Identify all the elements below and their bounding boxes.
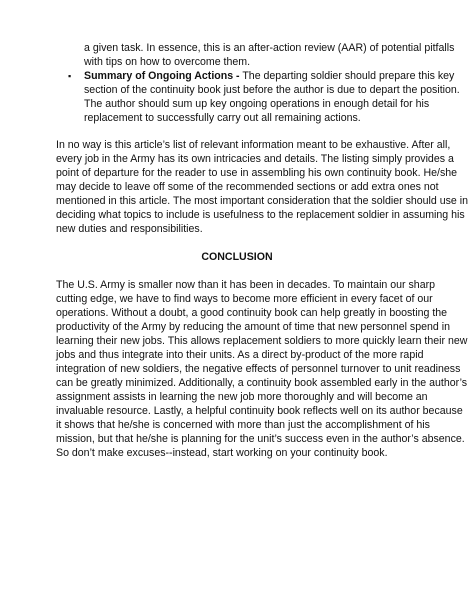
paragraph-line: invaluable resource. Lastly, a helpful continuity book reflects well on its author because <box>56 405 463 417</box>
paragraph-line: cutting edge, we have to find ways to become more efficient in every facet of our <box>56 293 433 305</box>
bullet-marker: ▪ <box>68 71 72 81</box>
paragraph-line: point of departure for the reader to use in assembling his own continuity book. He/she <box>56 167 458 179</box>
list-continuation-line: a given task. In essence, this is an after-action review (AAR) of potential pitfalls <box>84 42 455 54</box>
paragraph-line: learning their new jobs. This allows replacement soldiers to more quickly learn their new <box>56 335 468 347</box>
paragraph-line: new duties and responsibilities. <box>56 223 203 235</box>
paragraph-line: The U.S. Army is smaller now than it has been in decades. To maintain our sharp <box>56 279 436 291</box>
bullet-text-line: replacement to successfully carry out all remaining actions. <box>84 112 361 124</box>
paragraph-line: it shows that he/she is concerned with more than just the accomplishment of his <box>56 419 430 431</box>
paragraph-line: productivity of the Army by reducing the amount of time that new personnel spend in <box>56 321 450 333</box>
bullet-text-line: The author should sum up key ongoing operations in enough detail for his <box>84 98 430 110</box>
paragraph-line: mission, but that he/she is planning for the unit’s success even in the author’s absence. <box>56 433 465 445</box>
paragraph-line: integration of new soldiers, the negative effects of personnel turnover to unit readiness <box>56 363 461 375</box>
paragraph-line: operations. Without a doubt, a good continuity book can help greatly in boosting the <box>56 307 448 319</box>
paragraph-line: deciding what topics to include is usefulness to the replacement soldier in assuming his <box>56 209 465 221</box>
paragraph-line: So don’t make excuses--instead, start working on your continuity book. <box>56 447 388 459</box>
bullet-first-line <box>84 69 454 83</box>
paragraph-line: can be greatly minimized. Additionally, a continuity book assembled early in the author’s <box>56 377 468 389</box>
paragraph-line: jobs and thus integrate into their units. As a direct by-product of the more rapid <box>56 349 424 361</box>
list-continuation-line: with tips on how to overcome them. <box>84 56 251 68</box>
conclusion-heading: CONCLUSION <box>201 251 273 263</box>
bullet-text: The departing soldier should prepare this key <box>239 70 455 82</box>
paragraph-line: In no way is this article’s list of relevant information meant to be exhaustive. After all, <box>56 139 451 151</box>
paragraph-line: may decide to leave off some of the recommended sections or add extra ones not <box>56 181 439 193</box>
paragraph-line: every job in the Army has its own intricacies and details. The listing simply provides a <box>56 153 454 165</box>
bullet-text-line: section of the continuity book just before the author is due to depart the position. <box>84 84 460 96</box>
paragraph-line: mentioned in this article. The most important consideration that the soldier should use in <box>56 195 469 207</box>
bullet-title: Summary of Ongoing Actions - <box>84 70 240 82</box>
paragraph-line: assignment assists in learning the new job more thoroughly and will become an <box>56 391 428 403</box>
